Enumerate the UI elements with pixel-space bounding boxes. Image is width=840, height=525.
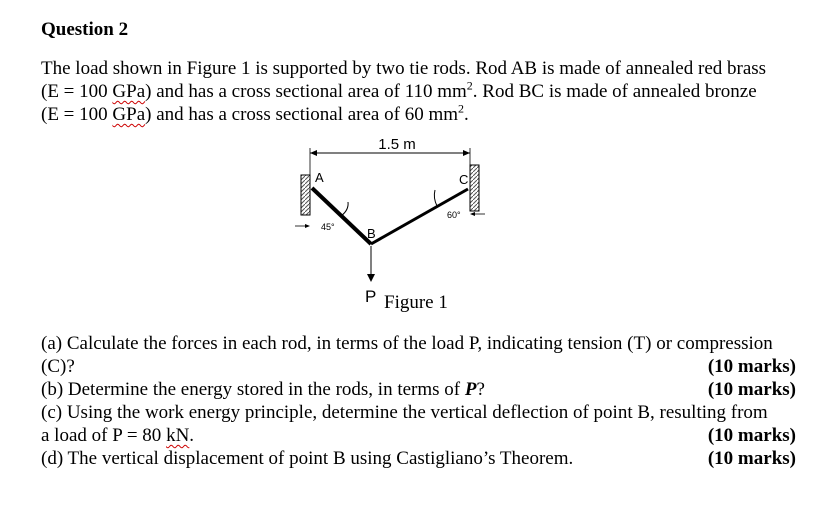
part-d-marks: (10 marks): [707, 448, 796, 469]
intro-line-3: (E = 100 GPa) and has a cross sectional area of 60 $mm^2$.: [41, 101, 469, 125]
label-b: B: [367, 226, 376, 241]
gpa-unit: GPa: [112, 81, 146, 102]
part-d-text: (d) The vertical displacement of point B using Castigliano’s Theorem.: [41, 448, 574, 469]
part-a: [41, 332, 796, 378]
part-c-marks: (10 marks): [707, 425, 796, 446]
part-b-marks: (10 marks): [707, 379, 796, 400]
question-title: Question 2: [41, 19, 129, 40]
load-label: P: [365, 287, 377, 306]
load-arrowhead: [367, 274, 375, 282]
span-arrow-left: [310, 150, 317, 156]
intro-line-1: The load shown in Figure 1 is supported by two tie rods. Rod AB is made of annealed red brass: [41, 58, 767, 79]
part-c-line-2: a load of P = 80 kN.: [41, 425, 195, 446]
part-c-line-1: (c) Using the work energy principle, determine the vertical deflection of point B, resulting from: [41, 402, 768, 423]
right-wall: [470, 165, 479, 211]
kn-unit: kN: [166, 425, 190, 446]
part-c: [41, 401, 796, 447]
part-a-line-2: (C)?: [41, 356, 75, 377]
span-label: 1.5 m: [378, 136, 416, 153]
gpa-unit: GPa: [112, 104, 146, 125]
left-wall: [301, 175, 310, 215]
tie-rod-figure: [285, 132, 495, 312]
part-a-marks: (10 marks): [707, 356, 796, 377]
figure-caption: Figure 1: [384, 292, 448, 313]
intro-line-2: (E = 100 GPa) and has a cross sectional area of 110 $mm^2$. Rod BC is made of annealed bronze: [41, 78, 757, 102]
angle-label-45: 45°: [321, 222, 335, 232]
label-a: A: [315, 170, 324, 185]
figure-1-diagram: [285, 132, 495, 312]
part-b: [41, 378, 796, 401]
part-a-line-1: (a) Calculate the forces in each rod, in terms of the load P, indicating tension (T) or compression: [41, 333, 773, 354]
angle-arc-right: [434, 190, 437, 206]
span-arrow-right: [463, 150, 470, 156]
angle-label-60: 60°: [447, 210, 461, 220]
intro-paragraph: [41, 57, 801, 126]
part-b-text: (b) Determine the energy stored in the rods, in terms of P?: [41, 379, 485, 400]
label-c: C: [459, 172, 469, 187]
part-d: [41, 447, 796, 470]
